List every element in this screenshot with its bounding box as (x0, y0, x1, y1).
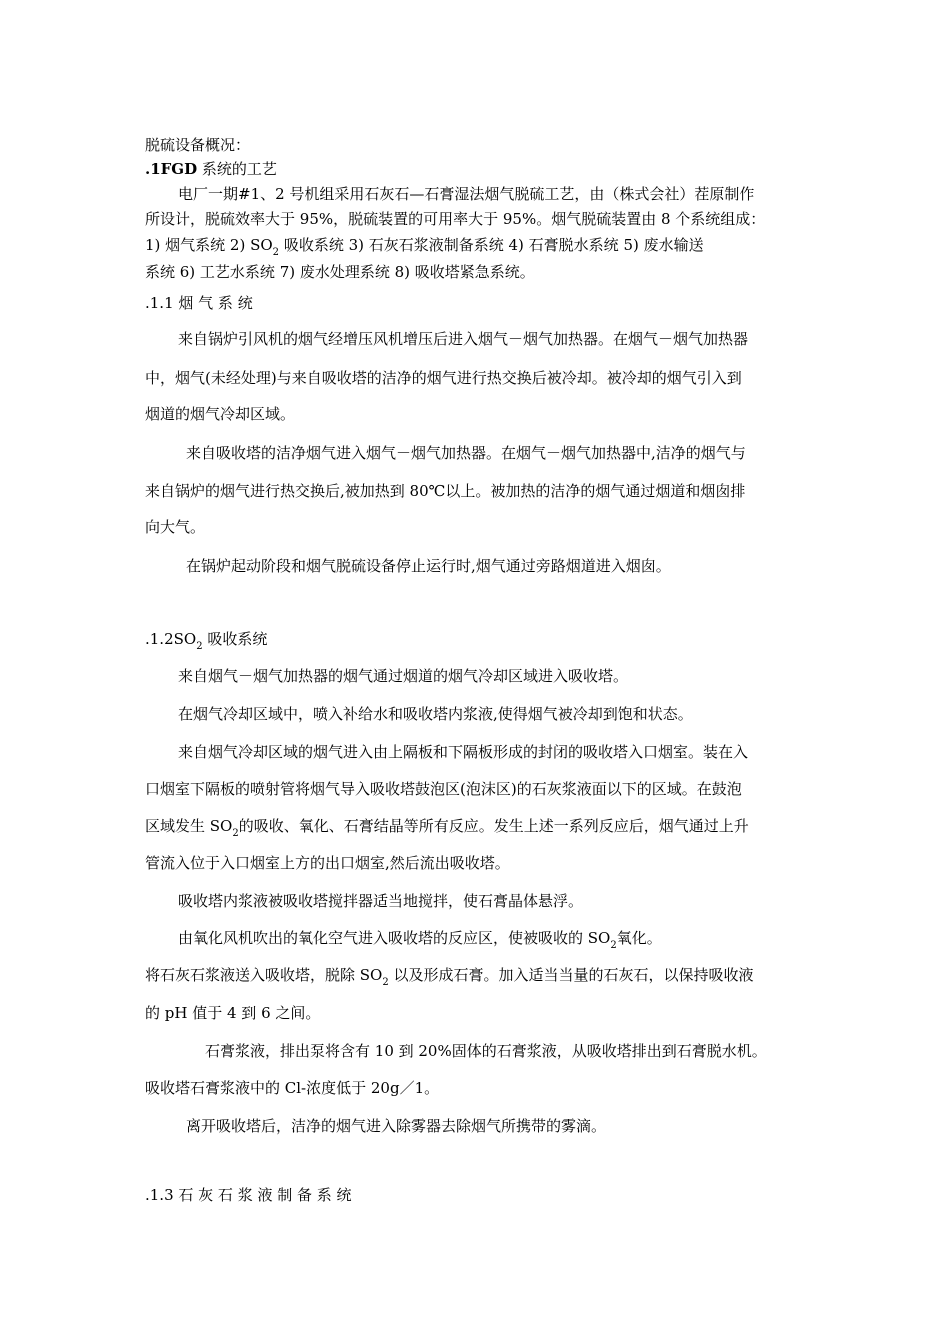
subscript: 2 (232, 828, 239, 839)
text-run: 吸收系统 3) 石灰石浆液制备系统 4) 石膏脱水系统 5) 废水输送 (279, 236, 704, 254)
section-1-title-text: 系统的工艺 (197, 160, 277, 178)
paragraph-line: 管流入位于入口烟室上方的出口烟室,然后流出吸收塔。 (145, 854, 510, 872)
paragraph-line: 来自锅炉引风机的烟气经增压风机增压后进入烟气－烟气加热器。在烟气－烟气加热器 (178, 330, 749, 348)
text-run: 吸收系统 (202, 630, 268, 648)
text-run: 区域发生 SO (145, 817, 233, 835)
section-1-3-title: .1.3 石 灰 石 浆 液 制 备 系 统 (145, 1186, 352, 1204)
subscript: 2 (382, 977, 389, 988)
doc-heading: 脱硫设备概况： (145, 136, 251, 154)
text-run: 氧化。 (616, 929, 662, 947)
paragraph-line: 离开吸收塔后，洁净的烟气进入除雾器去除烟气所携带的雾滴。 (186, 1117, 607, 1135)
section-1-1-title: .1.1 烟 气 系 统 (145, 294, 253, 312)
section-1-title (145, 158, 277, 180)
paragraph-line: 在烟气冷却区域中，喷入补给水和吸收塔内浆液,使得烟气被冷却到饱和状态。 (178, 705, 693, 723)
text-run: 1) 烟气系统 2) SO (145, 236, 273, 254)
paragraph-line (178, 927, 662, 952)
paragraph-line: 的 pH 值于 4 到 6 之间。 (145, 1004, 321, 1022)
paragraph-line: 系统 6) 工艺水系统 7) 废水处理系统 8) 吸收塔紧急系统。 (145, 263, 535, 281)
subscript: 2 (610, 940, 617, 951)
paragraph-line: 中，烟气(未经处理)与来自吸收塔的洁净的烟气进行热交换后被冷却。被冷却的烟气引入到 (145, 369, 742, 387)
text-run: .1.2SO (145, 630, 197, 648)
section-1-number: .1FGD (145, 160, 198, 178)
paragraph-line: 来自烟气冷却区域的烟气进入由上隔板和下隔板形成的封闭的吸收塔入口烟室。装在入 (178, 743, 749, 761)
paragraph-line: 口烟室下隔板的喷射管将烟气导入吸收塔鼓泡区(泡沫区)的石灰浆液面以下的区域。在鼓泡 (145, 780, 742, 798)
paragraph-line (145, 234, 704, 259)
text-run: 将石灰石浆液送入吸收塔，脱除 SO (145, 966, 383, 984)
text-run: 的吸收、氧化、石膏结晶等所有反应。发生上述一系列反应后，烟气通过上升 (238, 817, 749, 835)
section-1-2-title (145, 628, 267, 653)
subscript: 2 (196, 641, 203, 652)
paragraph-line (145, 964, 754, 989)
paragraph-line: 来自烟气－烟气加热器的烟气通过烟道的烟气冷却区域进入吸收塔。 (178, 667, 629, 685)
paragraph-line: 来自锅炉的烟气进行热交换后,被加热到 80℃以上。被加热的洁净的烟气通过烟道和烟囱排 (145, 482, 746, 500)
paragraph-line: 在锅炉起动阶段和烟气脱硫设备停止运行时,烟气通过旁路烟道进入烟囱。 (186, 557, 671, 575)
text-run: 由氧化风机吹出的氧化空气进入吸收塔的反应区，使被吸收的 SO (178, 929, 611, 947)
text-run: 以及形成石膏。加入适当当量的石灰石，以保持吸收液 (388, 966, 754, 984)
paragraph-line: 烟道的烟气冷却区域。 (145, 405, 296, 423)
paragraph-line: 来自吸收塔的洁净烟气进入烟气－烟气加热器。在烟气－烟气加热器中,洁净的烟气与 (186, 444, 746, 462)
paragraph-line: 吸收塔内浆液被吸收塔搅拌器适当地搅拌，使石膏晶体悬浮。 (178, 892, 584, 910)
paragraph-line: 向大气。 (145, 518, 206, 536)
paragraph-line (145, 815, 749, 840)
paragraph-line: 所设计，脱硫效率大于 95%，脱硫装置的可用率大于 95%。烟气脱硫装置由 8 个系统组成： (145, 210, 766, 228)
subscript: 2 (272, 247, 280, 258)
paragraph-line: 吸收塔石膏浆液中的 Cl-浓度低于 20g／1。 (145, 1079, 440, 1097)
paragraph-line: 电厂一期#1、2 号机组采用石灰石—石膏湿法烟气脱硫工艺，由（株式会社）茬原制作 (178, 185, 755, 203)
paragraph-line: 石膏浆液，排出泵将含有 10 到 20%固体的石膏浆液，从吸收塔排出到石膏脱水机。 (205, 1042, 767, 1060)
